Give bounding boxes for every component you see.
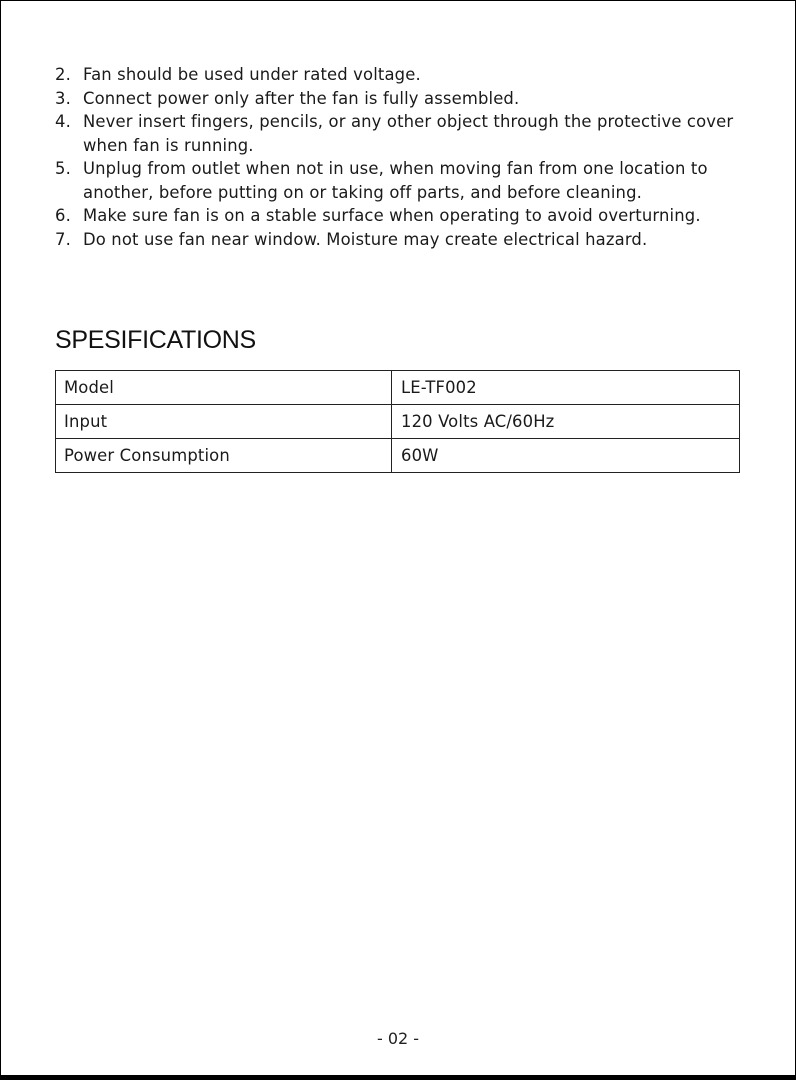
list-item: [55, 228, 755, 252]
bottom-rule: [0, 1075, 796, 1080]
spec-value-cell: LE-TF002: [392, 371, 740, 405]
list-item: [55, 63, 755, 87]
specifications-table: [55, 370, 740, 473]
list-item-number: 7.: [55, 229, 71, 249]
table-row: [56, 439, 740, 473]
list-item-text: Unplug from outlet when not in use, when moving fan from one location to another, before putting on or taking off parts, and before cleaning.: [83, 159, 708, 202]
list-item-number: 3.: [55, 88, 71, 108]
specifications-heading: SPESIFICATIONS: [55, 326, 256, 354]
list-item: [55, 204, 755, 228]
table-row: [56, 405, 740, 439]
list-item-number: 4.: [55, 112, 71, 131]
list-item: [55, 87, 755, 111]
list-item-text: Do not use fan near window. Moisture may create electrical hazard.: [83, 229, 648, 249]
list-item-text: Fan should be used under rated voltage.: [83, 65, 421, 84]
spec-value-cell: 120 Volts AC/60Hz: [392, 405, 740, 439]
list-item: [55, 110, 755, 157]
spec-label-cell: Power Consumption: [56, 439, 392, 473]
page-number: - 02 -: [376, 1029, 420, 1048]
list-item-number: 2.: [55, 65, 71, 84]
spec-label-cell: Input: [56, 405, 392, 439]
list-item-number: 6.: [55, 206, 71, 225]
table-row: [56, 371, 740, 405]
list-item-number: 5.: [55, 159, 71, 178]
list-item-text: Never insert fingers, pencils, or any other object through the protective cover when fan is running.: [83, 112, 734, 155]
list-item-text: Make sure fan is on a stable surface when operating to avoid overturning.: [83, 206, 701, 225]
safety-instructions-list: [55, 63, 755, 251]
list-item-text: Connect power only after the fan is fully assembled.: [83, 88, 520, 108]
spec-label-cell: Model: [56, 371, 392, 405]
spec-value-cell: 60W: [392, 439, 740, 473]
list-item: [55, 157, 755, 204]
